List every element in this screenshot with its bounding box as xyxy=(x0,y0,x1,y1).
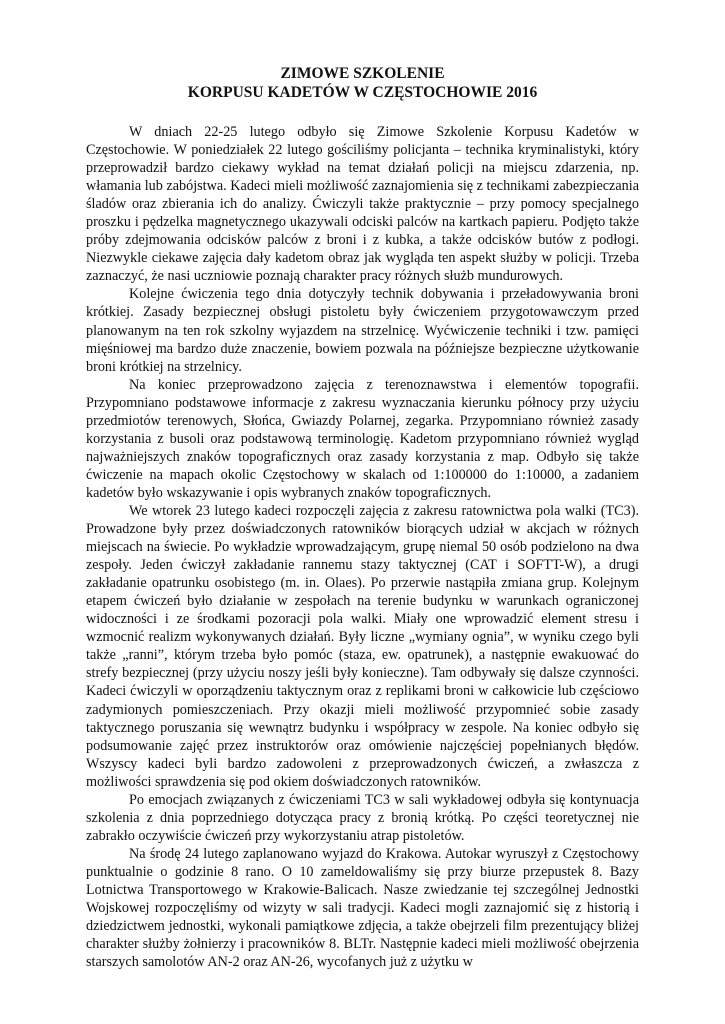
title-line-1: ZIMOWE SZKOLENIE xyxy=(280,65,445,82)
paragraph-4: We wtorek 23 lutego kadeci rozpoczęli zajęcia z zakresu ratownictwa pola walki (TC3). Prowadzone były przez doświadczonych ratowników biorących udział w akcjach w różnych miejscach na świecie. Po wykładzie wprowadzającym, grupę niemal 50 osób podzielono na dwa zespoły. Jeden ćwiczył zakładanie rannemu stazy taktycznej (CAT i SOFTT-W), a drugi zakładanie opatrunku osobistego (m. in. Olaes). Po przerwie nastąpiła zmiana grup. Kolejnym etapem ćwiczeń było działanie w zespołach na terenie budynku w warunkach ograniczonej widoczności i ze środkami pozoracji pola walki. Miały one wprowadzić element stresu i wzmocnić realizm wykonywanych działań. Były liczne „wymiany ognia”, w wyniku czego byli także „ranni”, którym trzeba było pomóc (staza, ew. opatrunek), a następnie ewakuować do strefy bezpiecznej (przy użyciu noszy jeśli były konieczne). Tam odbywały się dalsze czynności. Kadeci ćwiczyli w oporządzeniu taktycznym oraz z replikami broni w całkowicie lub częściowo zadymionych pomieszczeniach. Przy okazji mieli możliwość przypomnieć sobie zasady taktycznego poruszania się wewnątrz budynku i współpracy w zespole. Na koniec odbyło się podsumowanie zajęć przez instruktorów oraz omówienie najczęściej popełnianych błędów. Wszyscy kadeci byli bardzo zadowoleni z przeprowadzonych ćwiczeń, a zwłaszcza z możliwości sprawdzenia się pod okiem doświadczonych ratowników. xyxy=(86,502,639,790)
paragraph-2: Kolejne ćwiczenia tego dnia dotyczyły technik dobywania i przeładowywania broni krótkiej. Zasady bezpiecznej obsługi pistoletu były ćwiczeniem przygotowawczym przed planowanym na ten rok szkolny wyjazdem na strzelnicę. Wyćwiczenie techniki i tzw. pamięci mięśniowej ma bardzo duże znaczenie, bowiem pozwala na późniejsze bezpieczne użytkowanie broni krótkiej na strzelnicy. xyxy=(86,286,639,375)
title-line-2: KORPUSU KADETÓW W CZĘSTOCHOWIE 2016 xyxy=(187,84,538,101)
paragraph-3: Na koniec przeprowadzono zajęcia z terenoznawstwa i elementów topografii. Przypomniano podstawowe informacje z zakresu wyznaczania kierunku północy przy użyciu przedmiotów terenowych, Słońca, Gwiazdy Polarnej, zegarka. Przypomniano również zasady korzystania z busoli oraz podstawową terminologię. Kadetom przypomniano również wygląd najważniejszych znaków topograficznych oraz zasady korzystania z map. Odbyło się także ćwiczenie na mapach okolic Częstochowy w skalach od 1:100000 do 1:10000, a zadaniem kadetów było wskazywanie i opis wybranych znaków topograficznych. xyxy=(86,376,639,501)
paragraph-6: Na środę 24 lutego zaplanowano wyjazd do Krakowa. Autokar wyruszył z Częstochowy punktualnie o godzinie 8 rano. O 10 zameldowaliśmy się przy biurze przepustek 8. Bazy Lotnictwa Transportowego w Krakowie-Balicach. Nasze zwiedzanie tej szczególnej Jednostki Wojskowej rozpoczęliśmy od wizyty w sali tradycji. Kadeci mogli zaznajomić się z historią i dziedzictwem jednostki, wykonali pamiątkowe zdjęcia, a także obejrzeli film prezentujący bliżej charakter służby żołnierzy i pracowników 8. BLTr. Następnie kadeci mieli możliwość obejrzenia starszych samolotów AN-2 oraz AN-26, wycofanych już z użytku w xyxy=(86,845,639,971)
document-page xyxy=(86,64,639,971)
document-title xyxy=(86,64,639,102)
paragraph-1: W dniach 22-25 lutego odbyło się Zimowe Szkolenie Korpusu Kadetów w Częstochowie. W poniedziałek 22 lutego gościliśmy policjanta – technika kryminalistyki, który przeprowadził bardzo ciekawy wykład na temat działań policji na miejscu zdarzenia, np. włamania lub zabójstwa. Kadeci mieli możliwość zaznajomienia się z technikami zabezpieczania śladów oraz zbierania ich do analizy. Ćwiczyli także praktycznie – przy pomocy specjalnego proszku i pędzelka magnetycznego ukazywali odciski palców na kartkach papieru. Podjęto także próby zdejmowania odcisków palców z broni i z kubka, a także odcisków butów z podłogi. Niezwykle ciekawe zajęcia dały kadetom obraz jak wygląda ten aspekt służby w policji. Trzeba zaznaczyć, że nasi uczniowie poznają charakter pracy różnych służb mundurowych. xyxy=(86,124,639,285)
paragraph-5: Po emocjach związanych z ćwiczeniami TC3 w sali wykładowej odbyła się kontynuacja szkolenia z dnia poprzedniego dotycząca pracy z bronią krótką. Po części teoretycznej nie zabrakło oczywiście ćwiczeń przy wykorzystaniu atrap pistoletów. xyxy=(86,791,639,844)
